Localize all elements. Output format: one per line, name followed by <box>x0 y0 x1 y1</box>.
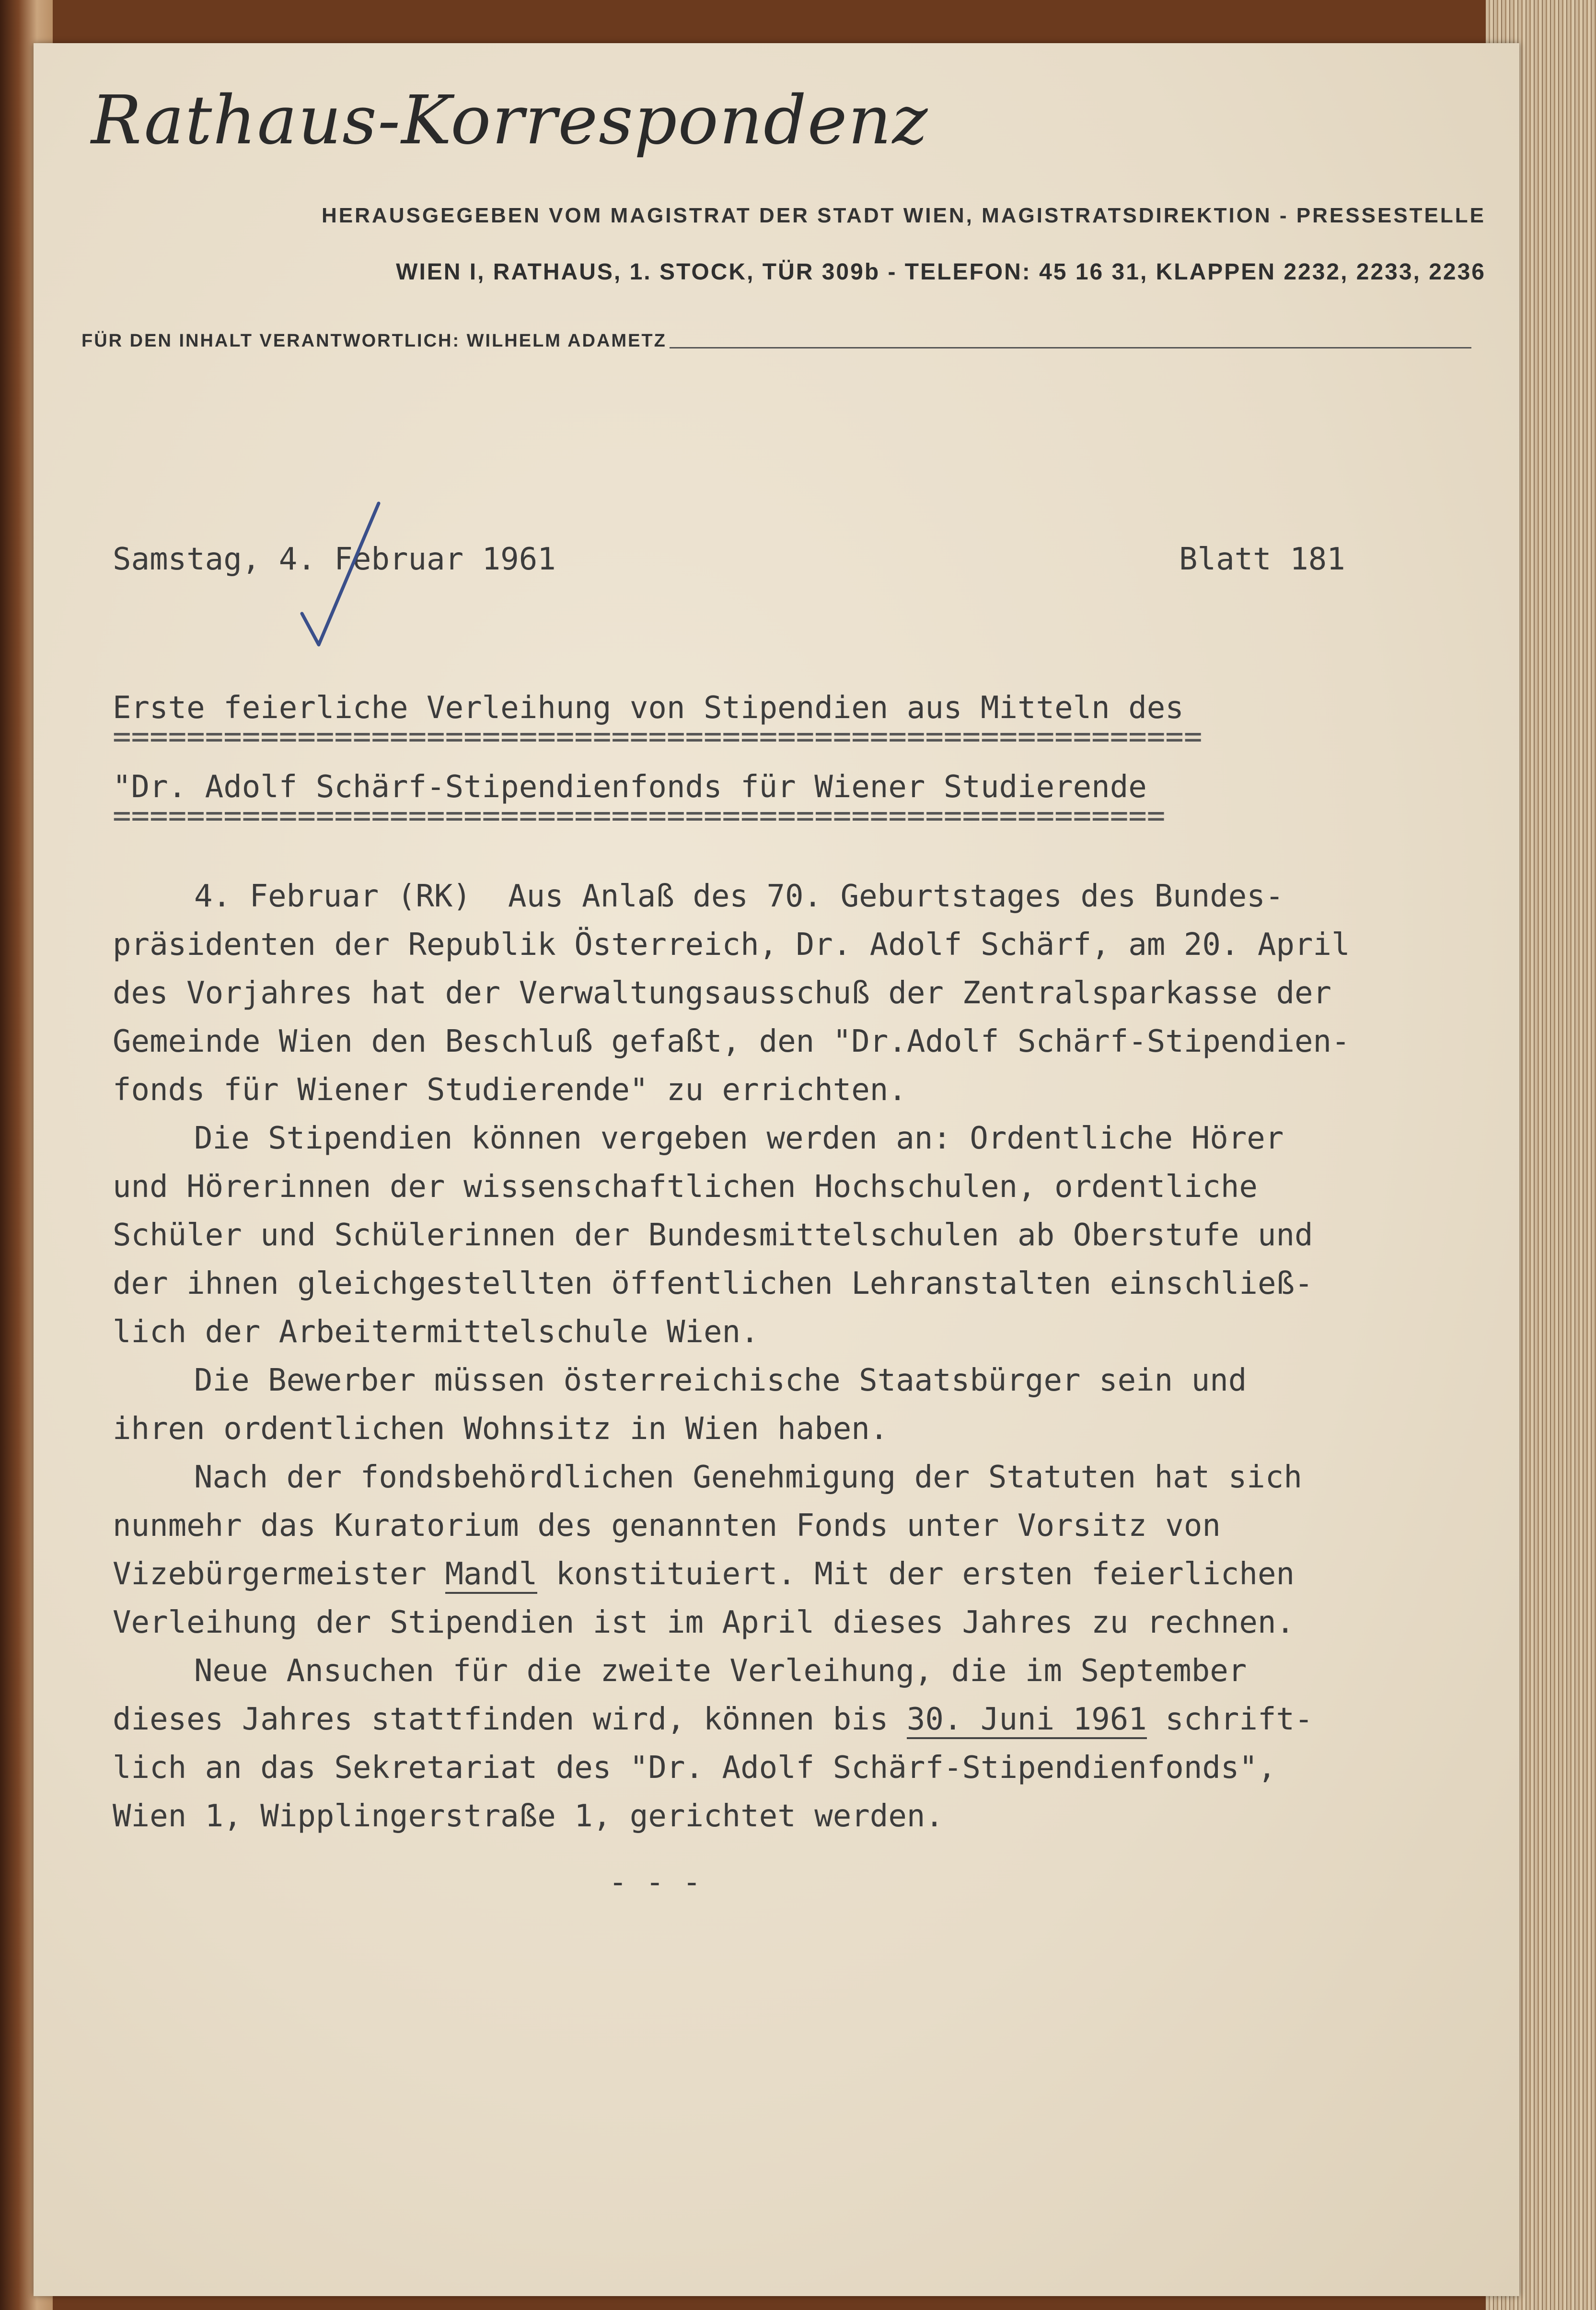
body-line: der ihnen gleichgestellten öffentlichen Lehranstalten einschließ- <box>113 1266 1313 1301</box>
underlined-name: Mandl <box>445 1556 538 1594</box>
headline-line-2: "Dr. Adolf Schärf-Stipendienfonds für Wiener Studierende <box>113 769 1147 805</box>
body-text: Vizebürgermeister <box>113 1556 445 1592</box>
body-line <box>113 1550 1503 1599</box>
body-line: lich an das Sekretariat des "Dr. Adolf Schärf-Stipendienfonds", <box>113 1750 1276 1786</box>
address-line: WIEN I, RATHAUS, 1. STOCK, TÜR 309b - TELEFON: 45 16 31, KLAPPEN 2232, 2233, 2236 <box>396 259 1486 285</box>
underlined-deadline: 30. Juni 1961 <box>907 1702 1147 1739</box>
body-line: 4. Februar (RK) Aus Anlaß des 70. Geburtstages des Bundes- <box>194 879 1284 914</box>
publisher-line: HERAUSGEGEBEN VOM MAGISTRAT DER STADT WIEN, MAGISTRATSDIREKTION - PRESSESTELLE <box>322 204 1486 227</box>
body-text: dieses Jahres stattfinden wird, können bis <box>113 1702 907 1737</box>
responsible-line <box>81 331 1471 351</box>
body-line: Die Stipendien können vergeben werden an: Ordentliche Hörer <box>194 1121 1284 1156</box>
headline-underline-1: =========================================================== <box>113 719 1203 755</box>
body-line: ihren ordentlichen Wohnsitz in Wien haben. <box>113 1411 889 1447</box>
body-text: schrift- <box>1146 1702 1313 1737</box>
body-line: Verleihung der Stipendien ist im April dieses Jahres zu rechnen. <box>113 1605 1295 1640</box>
body-line: Gemeinde Wien den Beschluß gefaßt, den "Dr.Adolf Schärf-Stipendien- <box>113 1024 1350 1059</box>
document-page <box>34 43 1519 2296</box>
headline-underline-2: ========================================================= <box>113 798 1166 834</box>
body-line: lich der Arbeitermittelschule Wien. <box>113 1314 759 1350</box>
body-line: nunmehr das Kuratorium des genannten Fonds unter Vorsitz von <box>113 1508 1221 1544</box>
body-line: Wien 1, Wipplingerstraße 1, gerichtet werden. <box>113 1799 944 1834</box>
article-body <box>113 872 1503 1841</box>
end-mark: - - - <box>609 1865 701 1900</box>
body-line: und Hörerinnen der wissenschaftlichen Hochschulen, ordentliche <box>113 1169 1258 1205</box>
date-line: Samstag, 4. Februar 1961 <box>113 542 556 577</box>
body-line: Schüler und Schülerinnen der Bundesmittelschulen ab Oberstufe und <box>113 1218 1313 1253</box>
responsible-text: FÜR DEN INHALT VERANTWORTLICH: WILHELM ADAMETZ <box>81 331 667 351</box>
body-line <box>113 1695 1503 1744</box>
body-line: präsidenten der Republik Österreich, Dr. Adolf Schärf, am 20. April <box>113 927 1350 963</box>
sheet-number: Blatt 181 <box>1179 542 1345 577</box>
body-line: Die Bewerber müssen österreichische Staatsbürger sein und <box>194 1363 1247 1398</box>
body-line: fonds für Wiener Studierende" zu errichten. <box>113 1072 907 1108</box>
body-line: Nach der fondsbehördlichen Genehmigung der Statuten hat sich <box>194 1460 1302 1495</box>
checkmark-icon <box>283 494 398 657</box>
masthead-title: Rathaus-Korrespondenz <box>91 81 929 160</box>
body-text: konstituiert. Mit der ersten feierlichen <box>537 1556 1295 1592</box>
body-line: des Vorjahres hat der Verwaltungsausschuß der Zentralsparkasse der <box>113 975 1332 1011</box>
body-line: Neue Ansuchen für die zweite Verleihung, die im September <box>194 1653 1247 1689</box>
headline-line-1: Erste feierliche Verleihung von Stipendien aus Mitteln des <box>113 690 1184 726</box>
responsible-rule <box>670 347 1471 348</box>
